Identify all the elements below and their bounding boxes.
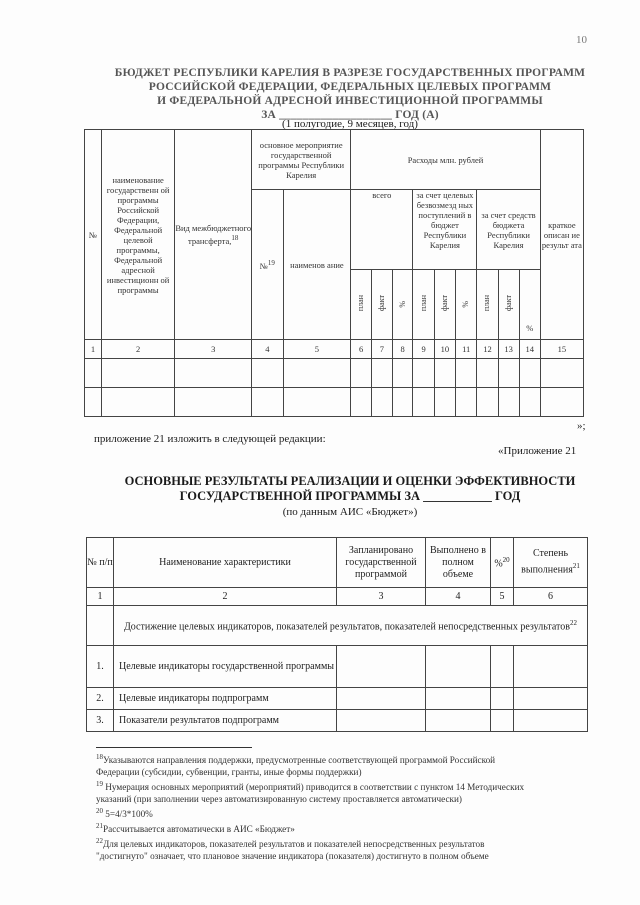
footnote-ref-19: 19 [267, 259, 275, 268]
header-event-name: наименов ание [283, 190, 351, 340]
footnote-ref-18: 18 [231, 234, 239, 243]
plan-label: план [418, 295, 428, 312]
footnote-18-cont: Федерации (субсидии, субвенции, гранты, иные формы поддержки) [96, 767, 362, 778]
footnote-20 [96, 805, 596, 820]
col-number: 9 [413, 340, 434, 359]
header-fact-targeted [434, 270, 455, 340]
footnote-18-text: Указываются направления поддержки, предусмотренные соответствующей программой Российской [103, 755, 496, 766]
footnote-divider [96, 747, 252, 748]
footnote-22-text: Для целевых индикаторов, показателей результатов и показателей непосредственных результатов [103, 839, 485, 850]
plan-label: план [482, 295, 492, 312]
col-number: 1 [87, 588, 114, 606]
pct-label: % [461, 300, 471, 308]
header-brief-result: краткое описан ие результ ата [540, 130, 583, 340]
plan-label: план [356, 295, 366, 312]
table-row [87, 688, 588, 710]
header-pct-republic: % [519, 270, 540, 340]
header-expenses: Расходы млн. рублей [351, 130, 541, 190]
header-plan-republic [477, 270, 498, 340]
col-number: 2 [101, 340, 174, 359]
header-percent-text: % [494, 558, 503, 570]
col-number: 6 [514, 588, 588, 606]
footnote-20-mark: 20 [96, 807, 103, 816]
header-targeted: за счет целевых безвозмезд ных поступлений в бюджет Республики Карелия [413, 190, 477, 270]
section-no [87, 606, 114, 646]
header-plan-targeted [413, 270, 434, 340]
col-number: 2 [114, 588, 337, 606]
footnote-22-mark: 22 [96, 837, 103, 846]
footnote-18-mark: 18 [96, 753, 103, 761]
header-done: Выполнено в полном объеме [426, 538, 491, 588]
footnotes [96, 751, 596, 862]
header-total: всего [351, 190, 413, 270]
header-fact-republic [498, 270, 519, 340]
instruction-text: приложение 21 изложить в следующей редакции: [94, 433, 326, 445]
budget-title [60, 66, 640, 122]
col-number: 1 [85, 340, 102, 359]
row-no: 1. [87, 646, 114, 688]
results-title [60, 474, 640, 504]
header-degree [514, 538, 588, 588]
col-number: 5 [283, 340, 351, 359]
budget-title-line4: ЗА ___________________ ГОД (А) [261, 109, 439, 121]
col-number: 3 [337, 588, 426, 606]
footnote-19-cont: указаний (при заполнении через автоматизированную систему проставляется автоматически) [96, 794, 462, 805]
col-number: 13 [498, 340, 519, 359]
section-header [114, 606, 588, 646]
col-number: 6 [351, 340, 372, 359]
col-number: 4 [426, 588, 491, 606]
col-number: 14 [519, 340, 540, 359]
table-row [85, 359, 584, 388]
table-row [85, 388, 584, 417]
header-transfer-type [175, 130, 252, 340]
pct-label: % [397, 300, 407, 308]
header-transfer-text: Вид межбюджетного трансферта, [175, 223, 252, 246]
fact-label: факт [376, 295, 386, 312]
footnote-ref-22: 22 [570, 619, 578, 628]
footnote-21-text: Рассчитывается автоматически в АИС «Бюджет» [103, 824, 295, 835]
results-title-line1: ОСНОВНЫЕ РЕЗУЛЬТАТЫ РЕАЛИЗАЦИИ И ОЦЕНКИ ЭФФЕКТИВНОСТИ [124, 474, 576, 488]
header-degree-text: Степень выполнения [521, 548, 573, 576]
col-number: 8 [392, 340, 413, 359]
header-program-name: наименование государственн ой программы Российской Федерации, Федеральной целевой программы, Федеральной адресной инвестиционн ой программы [101, 130, 174, 340]
footnote-ref-21: 21 [572, 562, 580, 571]
col-number: 12 [477, 340, 498, 359]
header-row-no: № п/п [87, 538, 114, 588]
row-name: Показатели результатов подпрограмм [114, 710, 337, 732]
table-row [87, 646, 588, 688]
header-pct-targeted [456, 270, 477, 340]
end-mark: »; [577, 420, 586, 432]
table-row [87, 710, 588, 732]
header-event-no [252, 190, 283, 340]
budget-title-line2: РОССИЙСКОЙ ФЕДЕРАЦИИ, ФЕДЕРАЛЬНЫХ ЦЕЛЕВЫХ ПРОГРАММ [148, 81, 552, 93]
footnote-22 [96, 835, 596, 850]
header-percent [491, 538, 514, 588]
col-number: 11 [456, 340, 477, 359]
results-title-line2: ГОСУДАРСТВЕННОЙ ПРОГРАММЫ ЗА ___________ ГОД [179, 489, 521, 503]
footnote-20-text: 5=4/3*100% [103, 809, 153, 820]
col-number: 3 [175, 340, 252, 359]
period-note: (1 полугодие, 9 месяцев, год) [282, 118, 418, 130]
footnote-19-text: Нумерация основных мероприятий (мероприятий) приводится в соответствии с пунктом 14 Методических [103, 782, 525, 793]
footnote-22-cont: "достигнуто" означает, что плановое значение индикатора (показателя) достигнуто в полном объеме [96, 851, 489, 862]
col-number: 5 [491, 588, 514, 606]
footnote-21-mark: 21 [96, 822, 103, 831]
footnote-18 [96, 751, 596, 766]
col-number: 10 [434, 340, 455, 359]
header-planned: Запланировано государственной программой [337, 538, 426, 588]
fact-label: факт [439, 295, 449, 312]
page-number: 10 [576, 34, 587, 46]
row-no: 3. [87, 710, 114, 732]
col-number: 4 [252, 340, 283, 359]
header-pct-total [392, 270, 413, 340]
header-republic-budget: за счет средств бюджета Республики Карелия [477, 190, 540, 270]
appendix-label: «Приложение 21 [498, 445, 577, 457]
section-text: Достижение целевых индикаторов, показателей результатов, показателей непосредственных результатов [123, 621, 571, 633]
footnote-21 [96, 820, 596, 835]
footnote-19 [96, 778, 596, 793]
fact-label: факт [503, 295, 513, 312]
budget-title-line3: И ФЕДЕРАЛЬНОЙ АДРЕСНОЙ ИНВЕСТИЦИОННОЙ ПРОГРАММЫ [157, 95, 543, 107]
col-number: 15 [540, 340, 583, 359]
row-no: 2. [87, 688, 114, 710]
row-name: Целевые индикаторы подпрограмм [114, 688, 337, 710]
col-number: 7 [372, 340, 393, 359]
row-name: Целевые индикаторы государственной программы [114, 646, 337, 688]
results-subtitle: (по данным АИС «Бюджет») [282, 506, 418, 518]
header-fact-total [372, 270, 393, 340]
header-characteristic-name: Наименование характеристики [114, 538, 337, 588]
header-no: № [85, 130, 102, 340]
footnote-ref-20: 20 [502, 556, 510, 565]
budget-title-line1: БЮДЖЕТ РЕСПУБЛИКИ КАРЕЛИЯ В РАЗРЕЗЕ ГОСУДАРСТВЕННЫХ ПРОГРАММ [114, 67, 586, 79]
header-main-event: основное мероприятие государственной программы Республики Карелия [252, 130, 351, 190]
budget-table [84, 129, 584, 417]
results-table [86, 537, 588, 732]
header-event-no-text: № [259, 260, 268, 271]
footnote-19-mark: 19 [96, 780, 103, 789]
header-plan-total [351, 270, 372, 340]
